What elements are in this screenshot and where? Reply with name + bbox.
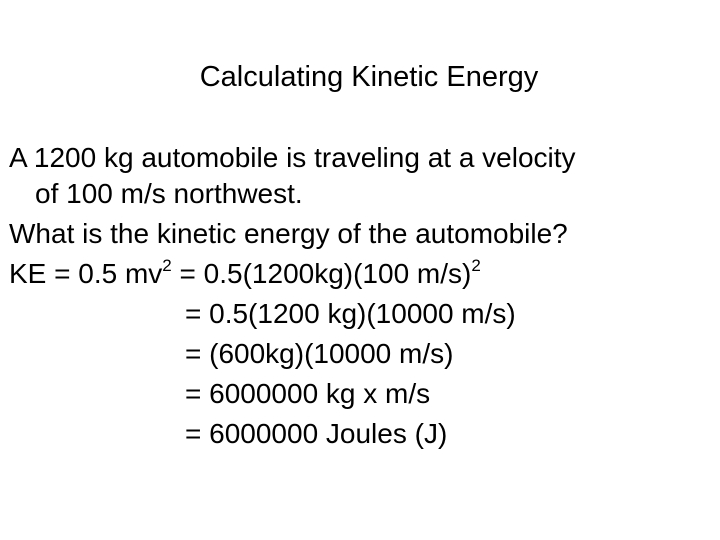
formula-exponent-2: 2: [471, 255, 481, 275]
formula-part-2: = 0.5(1200kg)(100 m/s): [171, 258, 472, 289]
solution-step-3: = 6000000 kg x m/s: [185, 378, 431, 409]
slide-title: Calculating Kinetic Energy: [199, 61, 539, 93]
formula-part-1: KE = 0.5 mv: [9, 258, 163, 289]
formula-line: [9, 256, 709, 292]
solution-step-1: = 0.5(1200 kg)(10000 m/s): [185, 298, 516, 329]
slide-body: [9, 140, 709, 452]
solution-step-2: = (600kg)(10000 m/s): [185, 338, 454, 369]
problem-line-2: of 100 m/s northwest.: [35, 178, 303, 209]
formula-exponent-1: 2: [162, 255, 172, 275]
solution-step-4: = 6000000 Joules (J): [185, 418, 448, 449]
problem-line-1: A 1200 kg automobile is traveling at a velocity: [9, 142, 576, 173]
question-line: What is the kinetic energy of the automobile?: [9, 218, 568, 249]
